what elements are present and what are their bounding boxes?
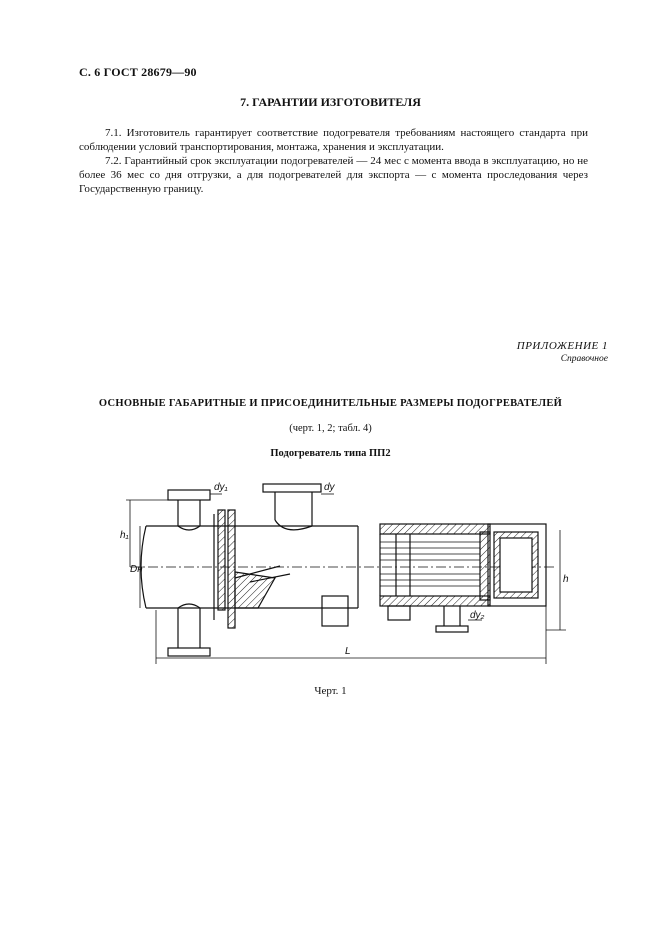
label-h: h [563,574,569,585]
nozzle-top-left [168,490,210,530]
paragraph-7-1-text: 7.1. Изготовитель гарантирует соответствие подогревателя требованиям настоящего стандарта при соблюдении условий транспортирования, монтажа, хранения и эксплуатации. [79,127,588,153]
heater-drawing [100,470,570,670]
figure-caption: Подогреватель типа ПП2 [270,448,391,459]
nozzle-top-middle [263,484,321,530]
tube-bundle [380,524,490,606]
paragraph-7-2-text: 7.2. Гарантийный срок эксплуатации подогревателей — 24 мес с момента ввода в эксплуатацию, но не более 36 мес со дня отгрузки, а для подогревателей для экспорта — с момента проследования через Государственную границу. [79,155,588,195]
nozzle-bottom-right [388,606,468,632]
appendix-subtitle: Справочное [560,354,608,364]
label-l: L [345,646,351,657]
label-d-y1: dу₁ [214,482,228,493]
end-cap [488,524,546,606]
label-d-y: dу [324,482,335,493]
paragraph-7-2 [79,154,588,196]
label-d-n: Dн [130,564,143,575]
nozzle-bottom-left [168,604,210,656]
appendix-title: ПРИЛОЖЕНИЕ 1 [516,340,608,352]
label-d-y2: dу₂ [470,610,485,621]
figure-references: (черт. 1, 2; табл. 4) [289,423,372,434]
label-h1: h₁ [120,530,129,541]
section-title: 7. ГАРАНТИИ ИЗГОТОВИТЕЛЯ [240,95,421,109]
appendix-main-title: ОСНОВНЫЕ ГАБАРИТНЫЕ И ПРИСОЕДИНИТЕЛЬНЫЕ РАЗМЕРЫ ПОДОГРЕВАТЕЛЕЙ [98,398,563,409]
drain-box [322,596,348,626]
page-header: С. 6 ГОСТ 28679—90 [79,65,197,79]
tube-sheet-section [235,566,290,608]
chart-number: Черт. 1 [314,685,347,697]
flange-pair [214,510,235,628]
paragraph-7-1 [79,126,588,154]
